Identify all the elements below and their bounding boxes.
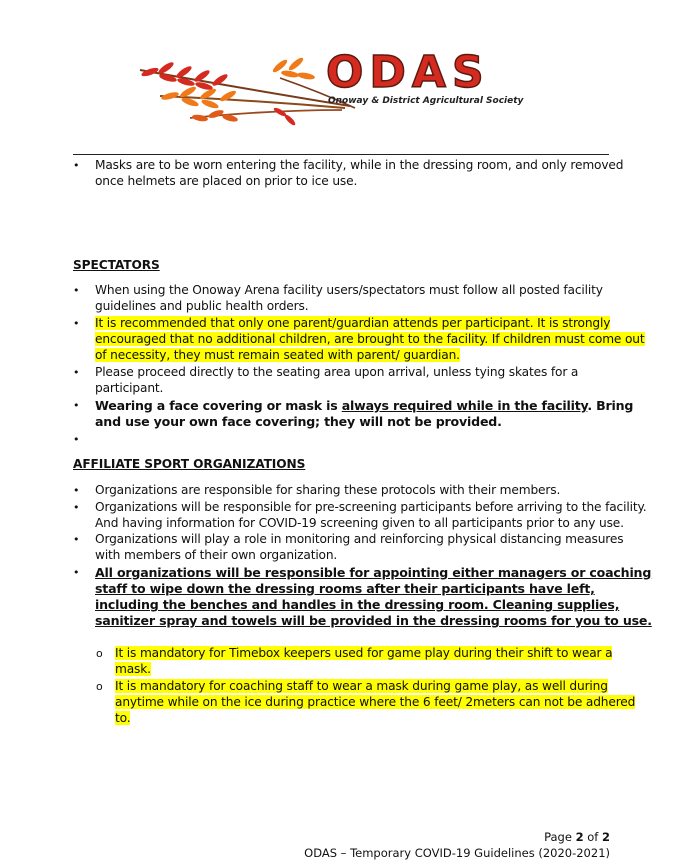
page-number (544, 830, 610, 844)
bullet-icon: • (73, 533, 80, 546)
bullet-icon: • (73, 501, 80, 514)
mask-text-underlined: always required while in the facility (341, 398, 588, 413)
highlighted-text: of necessity, they must remain seated with parent/ guardian. (95, 348, 460, 362)
circle-bullet-icon: o (96, 680, 103, 693)
affiliate-bullet4-line3: including the benches and handles in the dressing room. Cleaning supplies, (95, 597, 620, 612)
bullet-icon: • (73, 399, 80, 412)
spectators-bullet4-line1 (95, 398, 633, 414)
spectators-bullet1-line2: guidelines and public health orders. (95, 299, 309, 313)
highlighted-text: It is mandatory for coaching staff to wear a mask during game play, as well during (115, 679, 608, 693)
logo-wordmark: ODAS (326, 47, 490, 98)
bullet-icon: • (73, 366, 80, 379)
header-divider (73, 154, 609, 155)
affiliate-sub2-line2 (115, 695, 635, 711)
spectators-heading: SPECTATORS (73, 258, 160, 272)
page-label: Page (544, 830, 576, 844)
logo-subtitle: Onoway & District Agricultural Society (328, 96, 524, 106)
spectators-bullet2-line1 (95, 316, 610, 332)
page-current: 2 (575, 830, 584, 844)
mask-text-a: Wearing a face covering or mask is (95, 398, 342, 413)
affiliate-sub2-line3 (115, 711, 130, 727)
bullet-icon: • (73, 159, 80, 172)
affiliate-bullet4-line2: staff to wipe down the dressing rooms after their participants have left, (95, 581, 595, 596)
footer-doc-title: ODAS – Temporary COVID-19 Guidelines (2020-2021) (304, 846, 610, 860)
affiliate-heading: AFFILIATE SPORT ORGANIZATIONS (73, 457, 306, 471)
affiliate-bullet3-line1: Organizations will play a role in monitoring and reinforcing physical distancing measures (95, 532, 624, 546)
circle-bullet-icon: o (96, 647, 103, 660)
highlighted-text: mask. (115, 662, 151, 676)
bullet-icon: • (73, 484, 80, 497)
bullet-icon: • (73, 433, 80, 446)
highlighted-text: anytime while on the ice during practice where the 6 feet/ 2meters can not be adhered (115, 695, 636, 709)
bullet-icon: • (73, 566, 80, 579)
spectators-bullet3-line2: participant. (95, 381, 164, 395)
spectators-bullet2-line2 (95, 332, 645, 348)
page-total: 2 (601, 830, 610, 844)
highlighted-text: to. (115, 711, 131, 725)
odas-logo (130, 48, 550, 128)
spectators-bullet4-line2: and use your own face covering; they will not be provided. (95, 414, 502, 429)
highlighted-text: It is recommended that only one parent/guardian attends per participant. It is strongly (95, 316, 611, 330)
mask-text-c: . Bring (587, 398, 634, 413)
affiliate-bullet2-line1: Organizations will be responsible for pre-screening participants before arriving to the facility. (95, 500, 647, 514)
affiliate-sub1-line1 (115, 646, 612, 662)
bullet-icon: • (73, 317, 80, 330)
page-of: of (583, 830, 602, 844)
affiliate-sub1-line2 (115, 662, 151, 678)
intro-bullet-line1: Masks are to be worn entering the facility, while in the dressing room, and only removed (95, 158, 624, 172)
bullet-icon: • (73, 284, 80, 297)
affiliate-bullet4-line4: sanitizer spray and towels will be provided in the dressing rooms for you to use. (95, 613, 652, 628)
affiliate-bullet1: Organizations are responsible for sharing these protocols with their members. (95, 483, 561, 497)
spectators-bullet1-line1: When using the Onoway Arena facility users/spectators must follow all posted facility (95, 283, 603, 297)
affiliate-bullet3-line2: with members of their own organization. (95, 548, 338, 562)
affiliate-bullet4-line1: All organizations will be responsible for appointing either managers or coaching (95, 565, 652, 580)
spectators-bullet2-line3 (95, 348, 460, 364)
affiliate-sub2-line1 (115, 679, 608, 695)
spectators-bullet3-line1: Please proceed directly to the seating area upon arrival, unless tying skates for a (95, 365, 579, 379)
affiliate-bullet2-line2: And having information for COVID-19 screening given to all participants prior to any use. (95, 516, 624, 530)
highlighted-text: encouraged that no additional children, are brought to the facility. If children must come out (95, 332, 645, 346)
intro-bullet-line2: once helmets are placed on prior to ice use. (95, 174, 358, 188)
highlighted-text: It is mandatory for Timebox keepers used for game play during their shift to wear a (115, 646, 613, 660)
